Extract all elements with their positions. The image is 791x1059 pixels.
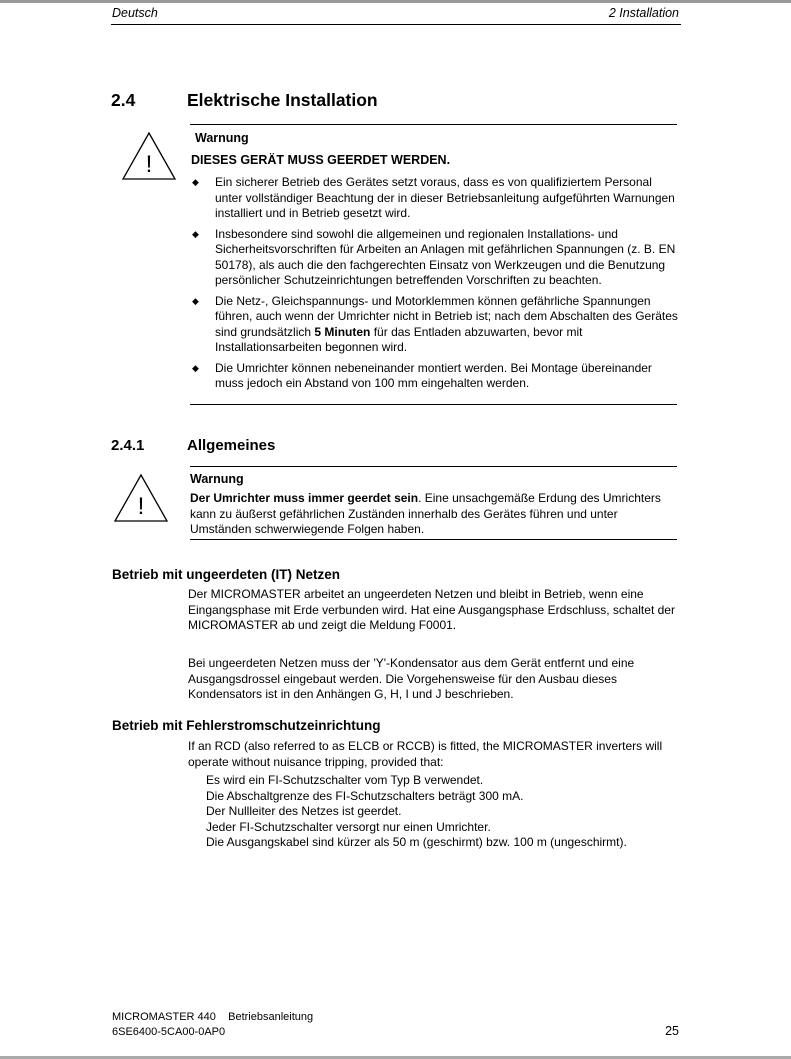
list-item: ◆ Insbesondere sind sowohl die allgemeinen und regionalen Installations- und Sicherheitsvorschriften für Arbeiten an Anlagen mit gefährlichen Spannungen (z. B. EN 50178), als auch die den fachgerechten Einsatz von Werkzeugen und die Benutzung persönlicher Schutzeinrichtungen betreffenden Vorschriften zu beachten. — [192, 226, 676, 287]
header-left: Deutsch — [112, 6, 158, 20]
list-item: Es wird ein FI-Schutzschalter vom Typ B verwendet. — [206, 773, 484, 787]
warning1-bullet-list — [190, 175, 680, 397]
footer-product: MICROMASTER 440 Betriebsanleitung — [112, 1011, 314, 1023]
header-right: 2 Installation — [608, 6, 679, 20]
diamond-bullet-icon: ◆ — [192, 228, 199, 239]
list-item: ◆ Die Netz-, Gleichspannungs- und Motorklemmen können gefährliche Spannungen führen, auch wenn der Umrichter nicht in Betrieb ist; nach dem Abschalten des Gerätes sind grundsätzlich 5 Minuten für das Entladen abzuwarten, bevor mit Installationsarbeiten begonnen wird. — [192, 293, 678, 354]
warning1-bottom-rule — [190, 404, 677, 405]
warning1-title: Warnung — [195, 131, 249, 145]
section-title: Elektrische Installation — [187, 90, 378, 110]
list-item: Die Ausgangskabel sind kürzer als 50 m (geschirmt) bzw. 100 m (ungeschirmt). — [206, 835, 627, 849]
subsection-title: Allgemeines — [187, 437, 276, 454]
svg-text:!: ! — [137, 493, 145, 520]
header-rule — [111, 24, 681, 25]
subsection-number: 2.4.1 — [111, 437, 145, 454]
top-border — [0, 0, 791, 3]
warning-triangle-icon — [121, 130, 177, 182]
it-section-paragraph-1: Der MICROMASTER arbeitet an ungeerdeten Netzen und bleibt in Betrieb, wenn eine Eingangsphase mit Erde verbunden wird. Hat eine Ausgangsphase Erdschluss, schaltet der MICROMASTER ab und zeigt die Meldung F0001. — [188, 587, 675, 632]
it-section-title: Betrieb mit ungeerdeten (IT) Netzen — [112, 567, 341, 582]
diamond-bullet-icon: ◆ — [192, 295, 199, 306]
rcd-section-title: Betrieb mit Fehlerstromschutzeinrichtung — [112, 718, 381, 733]
rcd-section-intro: If an RCD (also referred to as ELCB or RCCB) is fitted, the MICROMASTER inverters will operate without nuisance tripping, provided that: — [188, 739, 663, 769]
it-section-paragraph-2: Bei ungeerdeten Netzen muss der 'Y'-Kondensator aus dem Gerät entfernt und eine Ausgangsdrossel eingebaut werden. Die Vorgehensweise für den Ausbau dieses Kondensators ist in den Anhängen G, H, I und J beschrieben. — [188, 656, 635, 701]
list-item: ◆ Die Umrichter können nebeneinander montiert werden. Bei Montage übereinander muss jedoch ein Abstand von 100 mm eingehalten werden. — [192, 360, 652, 390]
footer-order-number: 6SE6400-5CA00-0AP0 — [112, 1026, 226, 1038]
list-item: Der Nullleiter des Netzes ist geerdet. — [206, 804, 402, 818]
list-item: ◆ Ein sicherer Betrieb des Gerätes setzt voraus, dass es von qualifiziertem Personal unter vollständiger Beachtung der in dieser Betriebsanleitung aufgeführten Warnungen installiert und in Betrieb gesetzt wird. — [192, 175, 675, 220]
diamond-bullet-icon: ◆ — [192, 362, 199, 373]
warning2-bottom-rule — [190, 539, 677, 540]
list-item: Jeder FI-Schutzschalter versorgt nur einen Umrichter. — [206, 819, 491, 834]
svg-text:!: ! — [145, 151, 153, 178]
warning2-top-rule — [190, 466, 677, 467]
diamond-bullet-icon: ◆ — [192, 177, 199, 187]
page-number: 25 — [665, 1024, 679, 1038]
section-number: 2.4 — [111, 90, 136, 110]
rcd-conditions-list — [206, 773, 686, 851]
warning-triangle-icon — [113, 472, 169, 524]
warning2-text: Der Umrichter muss immer geerdet sein. Eine unsachgemäße Erdung des Umrichters kann zu äußerst gefährlichen Zuständen innerhalb des Gerätes führen und unter Umständen schwerwiegende Folgen haben. — [190, 491, 661, 536]
warning1-top-rule — [190, 124, 677, 125]
list-item: Die Abschaltgrenze des FI-Schutzschalters beträgt 300 mA. — [206, 788, 524, 803]
warning1-headline: DIESES GERÄT MUSS GEERDET WERDEN. — [191, 153, 451, 167]
warning2-title: Warnung — [190, 472, 244, 486]
